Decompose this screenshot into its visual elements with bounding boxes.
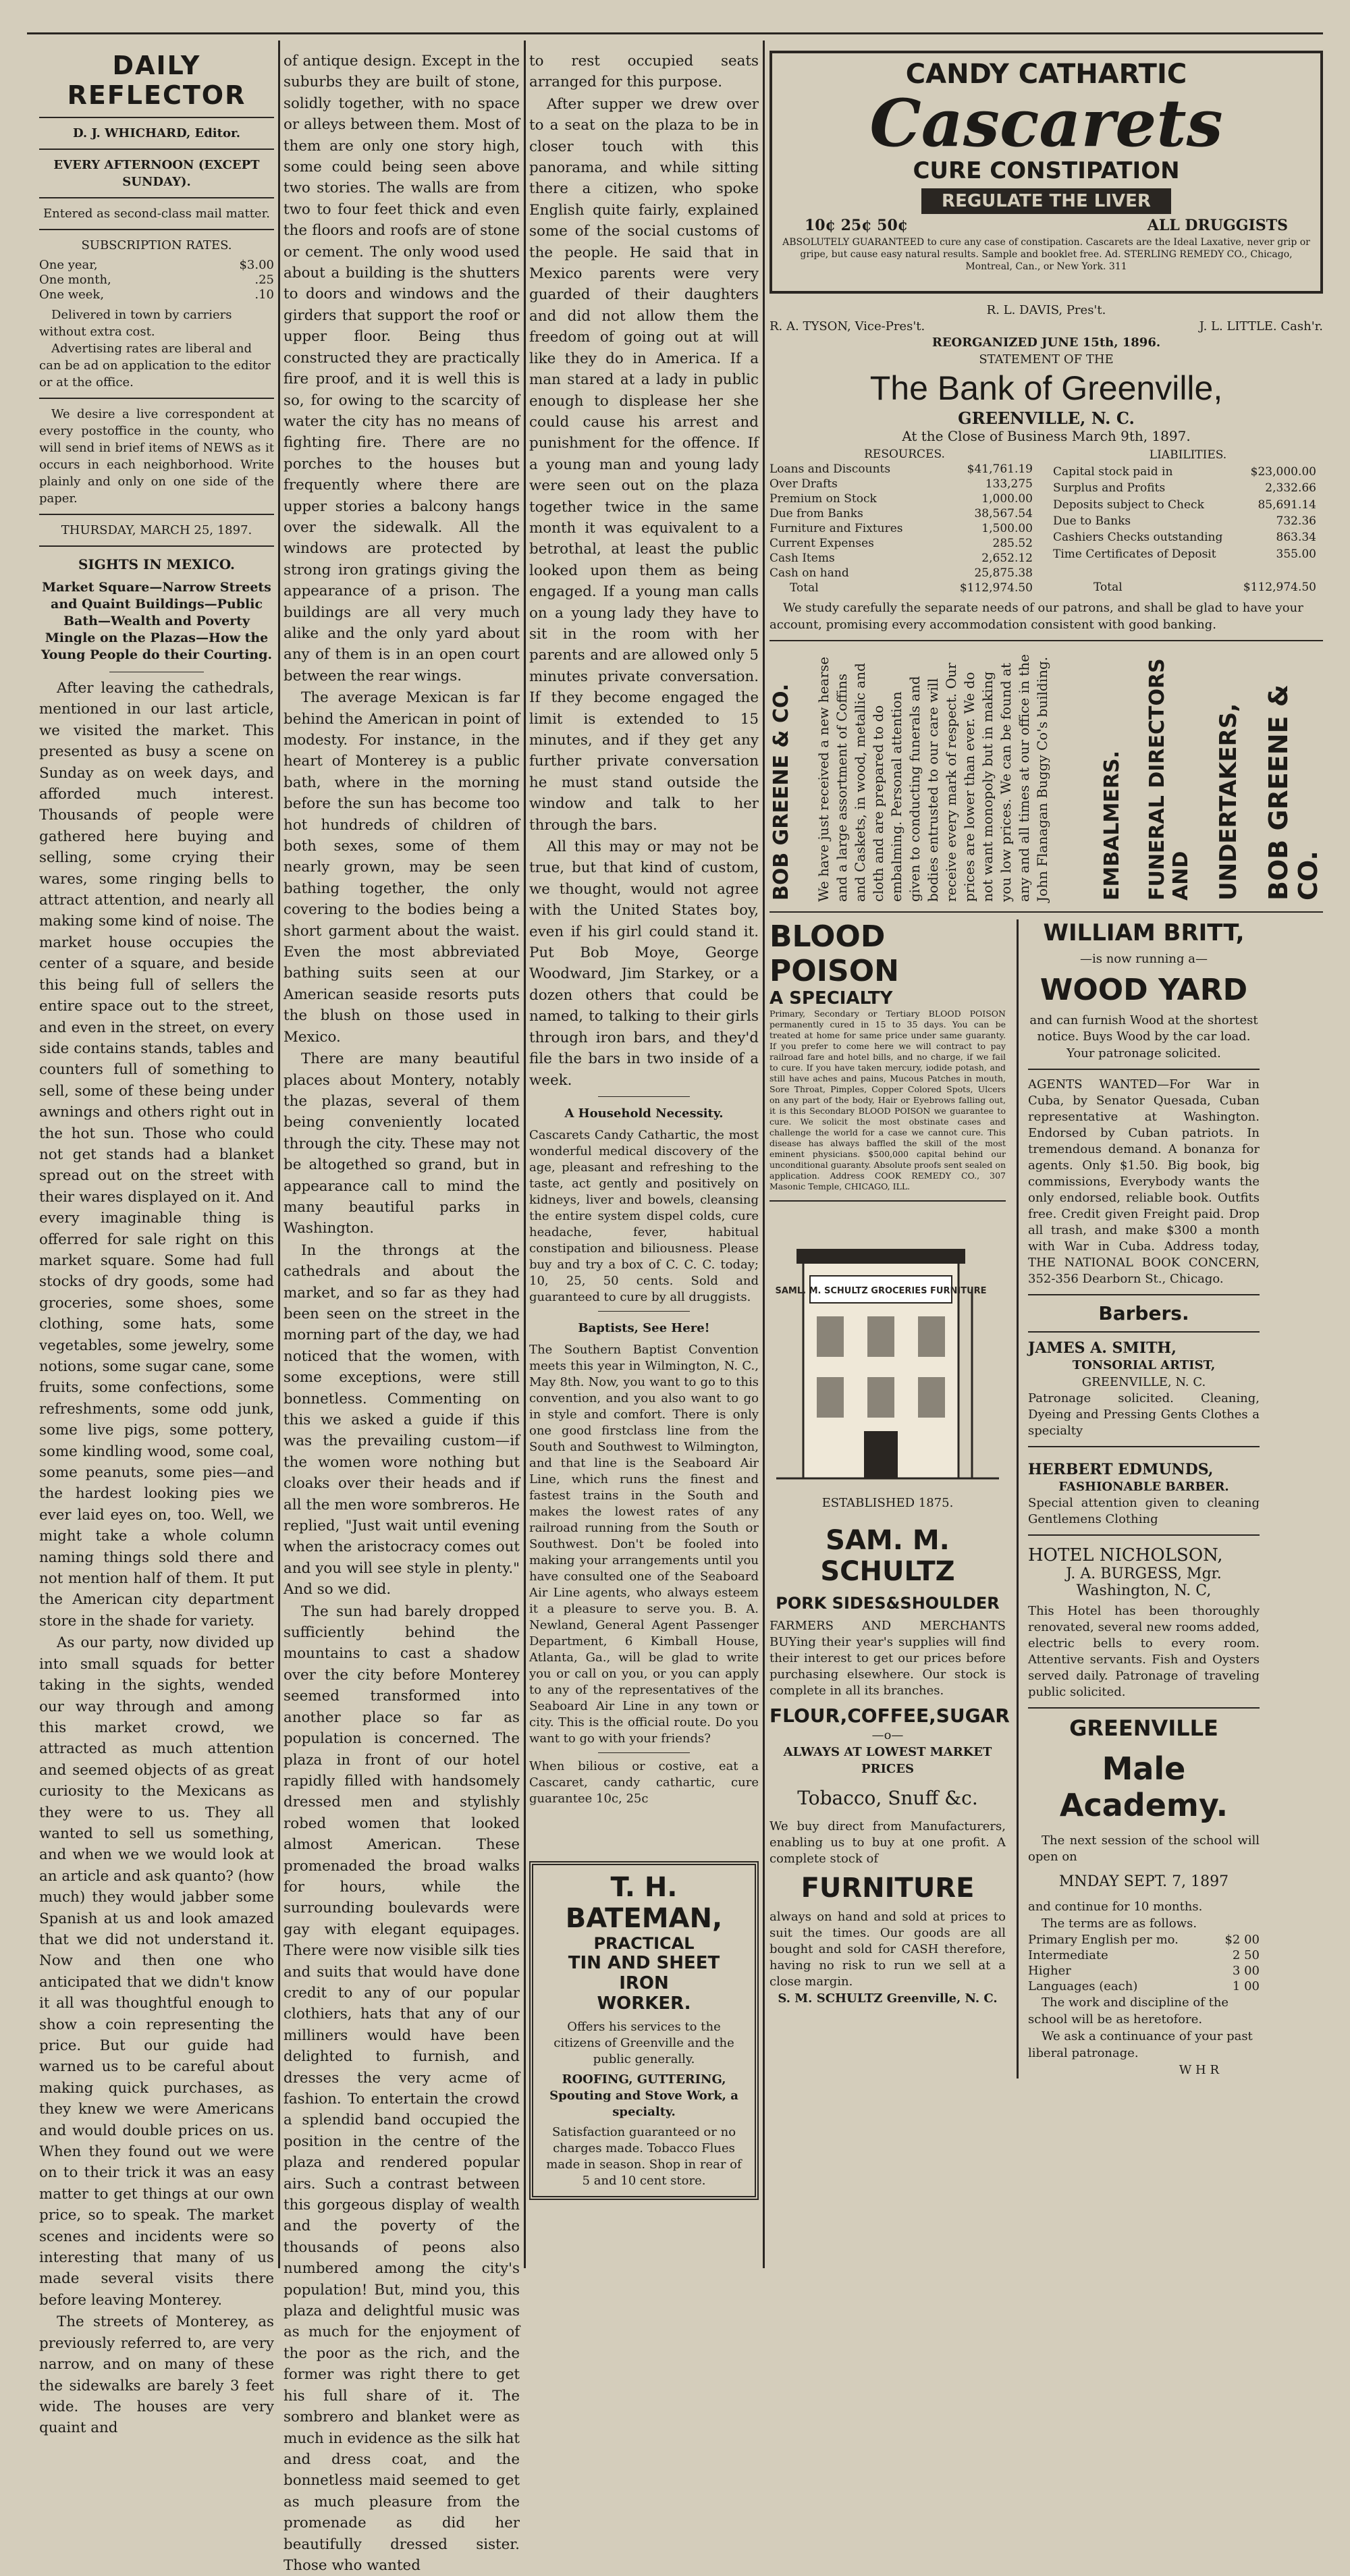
rates-heading: SUBSCRIPTION RATES.	[81, 238, 232, 252]
bank-statement-label: STATEMENT OF THE	[979, 352, 1114, 367]
bank-vp: R. A. TYSON, Vice-Pres't.	[770, 319, 925, 333]
column-rule-1	[278, 41, 280, 2268]
cascarets-prices: 10¢ 25¢ 50¢	[805, 217, 909, 234]
divider	[39, 197, 274, 198]
article-paragraph: The streets of Monterey, as previously referred to, are very narrow, and on many of these the sidewalks are barely 3 feet wide. The houses are very quaint and	[39, 2313, 274, 2437]
bateman-guarantee: Satisfaction guaranteed or no charges made. Tobacco Flues made in season. Shop in rear of 5 and 10 cent store.	[546, 2124, 742, 2188]
bank-close: At the Close of Business March 9th, 1897.	[902, 428, 1191, 444]
article-deck: Market Square—Narrow Streets and Quaint Buildings—Public Bath—Wealth and Poverty Mingle on the Plazas—How the Young People do their Courting.	[40, 580, 273, 662]
divider	[598, 1752, 690, 1753]
masthead-editor: D. J. WHICHARD, Editor.	[72, 126, 241, 140]
bateman-line2: TIN AND SHEET IRON	[568, 1952, 720, 1993]
fee-row: Primary English per mo. $2 00	[1028, 1933, 1260, 1947]
barbers-heading: Barbers.	[1098, 1302, 1189, 1324]
schultz-always: ALWAYS AT LOWEST MARKET PRICES	[783, 1745, 992, 1776]
column-4a	[770, 919, 1010, 2078]
bateman-offer: Offers his services to the citizens of Greenville and the public generally.	[554, 2019, 734, 2066]
britt-yard: WOOD YARD	[1040, 973, 1248, 1007]
fee-row: Intermediate 2 50	[1028, 1948, 1260, 1962]
schultz-direct: We buy direct from Manufacturers, enabling us to buy at one profit. A complete stock of	[770, 1819, 1006, 1866]
cascarets-druggists: ALL DRUGGISTS	[1147, 217, 1288, 234]
article-paragraph: All this may or may not be true, but that kind of custom, we thought, would not agree with the United States boy, even if his girl could stand it. Put Bob Moye, George Woodward, Jim Starkey, or a dozen others that could be named, to talking to their girls through iron bars, and they'd file the bars in two inside of a week.	[529, 838, 759, 1089]
column-rule-2	[524, 41, 526, 2268]
bateman-name: T. H. BATEMAN,	[565, 1871, 723, 1934]
schultz-store-sign: SAML. M. SCHULTZ GROCERIES FURNITURE	[775, 1286, 987, 1296]
academy-terms: The terms are as follows.	[1042, 1916, 1197, 1931]
schultz-sign2: S. M. SCHULTZ Greenville, N. C.	[778, 1991, 998, 2006]
academy-line2: Male Academy.	[1059, 1750, 1228, 1823]
britt-text: and can furnish Wood at the shortest notice. Buys Wood by the car load.	[1029, 1013, 1258, 1044]
column-4	[770, 51, 1323, 2272]
divider	[1028, 1331, 1260, 1333]
divider	[39, 229, 274, 230]
blood-text: Primary, Secondary or Tertiary BLOOD POISON permanently cured in 15 to 35 days. You can be treated at home for same price under same guaranty. If you prefer to come here we will contract to pay railroad fare and hotel bills, and no charge, if we fail to cure. If you have taken mercury, iodide potash, and still have aches and pains, Mucous Patches in mouth, Sore Throat, Pimples, Copper Colored Spots, Ulcers on any part of the body, Hair or Eyebrows falling out, it is this Secondary BLOOD POISON we guarantee to cure. We solicit the most obstinate cases and challenge the world for a case we cannot cure. This disease has always baffled the skill of the most eminent physicians. $500,000 capital behind our unconditional guaranty. Absolute proofs sent sealed on application. Address COOK REMEDY CO., 307 Masonic Temple, CHICAGO, ILL.	[770, 1009, 1006, 1191]
fee-row: Languages (each) 1 00	[1028, 1979, 1260, 1993]
academy-next: The next session of the school will open on	[1028, 1833, 1260, 1864]
masthead-entered: Entered as second-class mail matter.	[43, 207, 270, 221]
schultz-established: ESTABLISHED 1875.	[821, 1496, 954, 1510]
liabilities-table: LIABILITIES. Capital stock paid in $23,000.00 Surplus and Profits 2,332.66 Deposits subject to Check 85,691.14 Due to Banks 732.36 Cashiers Checks outstanding 863.34 Time Certificates of Deposit 355.00 Total $112,974.50	[1053, 447, 1323, 595]
column-4b	[1017, 919, 1260, 2078]
bank-statement	[770, 302, 1323, 633]
hotel-name: HOTEL NICHOLSON,	[1028, 1545, 1223, 1565]
masthead-title: DAILY REFLECTOR	[67, 51, 246, 110]
cascarets-regulate: REGULATE THE LIVER	[921, 188, 1171, 214]
divider	[770, 640, 1323, 641]
bank-name: The Bank of Greenville,	[869, 369, 1223, 407]
bank-cashier: J. L. LITTLE. Cash'r.	[1199, 319, 1323, 333]
bateman-line1: PRACTICAL	[593, 1933, 695, 1953]
schultz-furniture: FURNITURE	[801, 1873, 975, 1904]
bateman-ad	[529, 1861, 759, 2200]
britt-name: WILLIAM BRITT,	[1043, 919, 1245, 946]
article-paragraph: of antique design. Except in the suburbs they are built of stone, solidly together, with no space or alleys between them. Most of them are only one story high, some could being seen above two stories. The walls are from two to four feet thick and even the floors and roofs are of stone or cement. The only wood used about a building is the shutters to doors and windows and the girders that support the roof or upper floor. Being thus constructed they are practically fire proof, and it is well this is so, for owing to the scarcity of water the city has no means of fighting fire. There are no porches to the houses but frequently where there are upper stories a balcony hangs over the sidewalk. All the windows are protected by strong iron gratings giving the appearance of a prison. The buildings are all very much alike and the only yard about any of them is in an open court between the rear wings.	[284, 53, 520, 685]
hotel-mgr: J. A. BURGESS, Mgr.	[1066, 1565, 1222, 1582]
divider	[1028, 1446, 1260, 1447]
schultz-sep: —o—	[871, 1728, 904, 1742]
bateman-work: ROOFING, GUTTERING, Spouting and Stove Work, a specialty.	[549, 2072, 738, 2119]
resources-table: RESOURCES. Loans and Discounts $41,761.19 Over Drafts 133,275 Premium on Stock 1,000.00 Due from Banks 38,567.54 Furniture and Fixtures 1,500.00 Current Expenses 285.52 Cash Items 2,652.12 Cash on hand 25,875.38 Total $112,974.50	[770, 447, 1040, 595]
article-paragraph: The average Mexican is far behind the American in point of modesty. For instance, in the heart of Monterey is a public bath, where in the morning before the sun has become too hot hundreds of children of both sexes, some of them nearly grown, may be seen bathing together, the only covering to the bodies being a short garment about the waist. Even the most abbreviated bathing suits seen at our American seaside resorts puts the blush on those used in Mexico.	[284, 689, 520, 1046]
article-paragraph: As our party, now divided up into small squads for better taking in the sights, wended our way through and among this market crowd, we attracted as much attention and seemed objects of as great curiosity to the Mexicans as they were to us. They all wanted to sell us something, and when we we would look at an article and ask quanto? (how much) they would jabber some Spanish at us and look amazed that we did not understand it. Now and then one who anticipated that we didn't know it all was thoughtful enough to show a coin representing the price. But our guide had warned us to be careful about making quick purchases, as they knew we were Americans and would double prices on us. When they found out we were on to their trick it was an easy matter to get things at our own price, so to speak. The market scenes and incidents were so interesting that many of us made several visits there before leaving Monterey.	[39, 1634, 274, 2309]
correspondent-note: We desire a live correspondent at every postoffice in the county, who will send in brief items of NEWS as it occurs in each neighborhood. Write plainly and only on one side of the paper.	[39, 407, 274, 506]
greene-name: BOB GREENE & CO.	[1263, 685, 1323, 901]
divider	[1028, 1534, 1260, 1536]
household-text: Cascarets Candy Cathartic, the most wonderful medical discovery of the age, pleasant and refreshing to the taste, act gently and positively on kidneys, liver and bowels, cleansing the entire system dispel colds, cure headache, fever, habitual constipation and biliousness. Please buy and try a box of C. C. C. today; 10, 25, 50 cents. Sold and guaranteed to cure by all druggists.	[529, 1127, 759, 1304]
issue-date: THURSDAY, MARCH 25, 1897.	[61, 523, 252, 537]
smith-title: TONSORIAL ARTIST,	[1072, 1358, 1216, 1372]
academy-sign: W H R	[1179, 2063, 1219, 2077]
divider	[39, 398, 274, 399]
smith-name: JAMES A. SMITH,	[1028, 1339, 1177, 1357]
hotel-city: Washington, N. C,	[1076, 1582, 1212, 1599]
schultz-store-illustration	[770, 1208, 1006, 1492]
greene-text: We have just received a new hearse and a large assortment of Coffins and Caskets, in wood, metallic and cloth and are prepared to do embalming. Personal attention given to conducting funerals and bodies entrusted to our care will receive every mark of respect. Our prices are lower than ever. We do not want monopoly but in making you low prices. We can be found at any and all times at our office in the John Flanagan Buggy Co's building.	[815, 654, 1051, 902]
bilious-text: When bilious or costive, eat a Cascaret, candy cathartic, cure guarantee 10c, 25c	[529, 1759, 759, 1806]
academy-ask: We ask a continuance of your past liberal patronage.	[1028, 2029, 1253, 2060]
divider	[1028, 1707, 1260, 1709]
column-2	[284, 51, 520, 2574]
divider	[1028, 1294, 1260, 1295]
article-paragraph: There are many beautiful places about Montery, notably the plazas, several of them being conveniently located through the city. These may not be altogethed so grand, but in appearance call to mind the many beautiful parks in Washington.	[284, 1050, 520, 1237]
column-1	[39, 51, 274, 2437]
column-3	[529, 51, 759, 2272]
article-paragraph: to rest occupied seats arranged for this purpose.	[529, 53, 759, 91]
household-heading: A Household Necessity.	[564, 1106, 724, 1121]
cascarets-ad	[770, 51, 1323, 294]
baptists-text: The Southern Baptist Convention meets this year in Wilmington, N. C., May 8th. Now, you want to go to this convention, and you also want to go in style and comfort. There is only one good firstclass line from the South and Southwest to Wilmington, and that line is the Seaboard Air Line, which runs the finest and fastest trains in the South and makes the lowest rates of any railroad running from the South or Southwest. Don't be fooled into making your arrangements until you have consulted one of the Seaboard Air Line agents, who always esteem it a pleasure to serve you. B. A. Newland, General Agent Passenger Department, 6 Kimball House, Atlanta, Ga., will be glad to write you or call on you, or you can apply to any of the representatives of the Seaboard Air Line in any town or city. This is the official route. Do you want to go with your friends?	[529, 1342, 759, 1746]
cascarets-top: CANDY CATHARTIC	[905, 59, 1187, 90]
rate-row: One month, .25	[39, 273, 274, 287]
advertising-note: Advertising rates are liberal and can be ad on application to the editor or at the office.	[39, 342, 271, 390]
edmunds-name: HERBERT EDMUNDS,	[1028, 1461, 1214, 1478]
rate-row: One week, .10	[39, 288, 274, 302]
academy-continue: and continue for 10 months.	[1028, 1900, 1203, 1914]
edmunds-text: Special attention given to cleaning Gentlemens Clothing	[1028, 1496, 1260, 1526]
article-paragraph: After leaving the cathedrals, mentioned in our last article, we visited the market. This presented as busy a scene on Sunday as on week days, and afforded much interest. Thousands of people were gathered here buying and selling, some crying their wares, some ringing bells to attract attention, and nearly all making some kind of noise. The market house occupies the center of a square, and beside this being full of sellers the entire space out to the street, and even in the street, on every side contains stands, tables and counters full of something to sell, some of these being under awnings and others right out in the hot sun. Those who could not get stands had a blanket spread out on the street with their wares displayed on it. And every imaginable thing is offerred for sale right on this market square. Some had full stocks of dry goods, some had groceries, some shoes, some clothing, some hats, some vegetables, some jewelry, some notions, some sugar cane, some fruits, some confections, some refreshments, some odd junk, some live pigs, some pottery, some kindling wood, some coal, some peanuts, some pies—and the hardest looking pies we ever laid eyes on, too. Well, we might take a whole column naming things sold there and not mention half of them. It put the American city department store in the shade for variety.	[39, 680, 274, 1630]
article-paragraph: After supper we drew over to a seat on the plaza to be in closer touch with this panorama, and while sitting there a citizen, who spoke English quite fairly, explained some of the social customs of the people. He said that in Mexico parents were very guarded of their daughters and did not allow them the freedom of going out at will like they do in America. If a man stared at a lady in public enough to displease her she could cause his arrest and punishment for the offence. If a young man and young lady were seen out on the plaza together twice in the same month it was equivalent to a betrothal, at least the public looked upon them as being engaged. If a young man calls on a young lady they have to sit in the room with her parents and are allowed only 5 minutes private conversation. If they become engaged the limit is extended to 15 minutes, and if they get any further private conversation he must stand outside the window and talk to her through the bars.	[529, 95, 759, 834]
edmunds-title: FASHIONABLE BARBER.	[1058, 1480, 1229, 1494]
bank-note: We study carefully the separate needs of our patrons, and shall be glad to have your account, promising every accommodation consistent with good banking.	[770, 601, 1303, 632]
britt-patronage: Your patronage solicited.	[1066, 1046, 1221, 1061]
greene-title2: FUNERAL DIRECTORS AND	[1145, 658, 1193, 901]
bateman-line3: WORKER.	[597, 1993, 691, 2014]
blood-ad	[770, 919, 1006, 1192]
blood-sub: A SPECIALTY	[770, 988, 893, 1009]
article-paragraph: In the throngs at the cathedrals and about the market, and so far as they had been seen on the street in the morning part of the day, we had noticed that the women, with some exceptions, were still bonnetless. Commenting on this we asked a guide if this was the prevailing custom—if the women wore nothing but cloaks over their heads and if all the men wore sombreros. He replied, "Just wait until evening when the aristocracy comes out and you will see style in plenty." And so we did.	[284, 1241, 520, 1599]
divider	[770, 911, 1323, 913]
schultz-pork: PORK SIDES&SHOULDER	[776, 1594, 1000, 1613]
top-rule	[27, 32, 1323, 34]
smith-text: Patronage solicited. Cleaning, Dyeing and Pressing Gents Clothes a specialty	[1028, 1391, 1260, 1438]
schultz-bottom: always on hand and sold at prices to suit the times. Our goods are all bought and sold for CASH therefore, having no risk to run we sell at a close margin.	[770, 1910, 1006, 1989]
masthead-frequency: EVERY AFTERNOON (EXCEPT SUNDAY).	[53, 158, 260, 189]
academy-discipline: The work and discipline of the school will be as heretofore.	[1028, 1995, 1229, 2027]
delivered-note: Delivered in town by carriers without extra cost.	[39, 308, 232, 339]
blood-title: BLOOD POISON	[770, 919, 899, 988]
schultz-flour: FLOUR,COFFEE,SUGAR	[770, 1705, 1010, 1727]
article-headline: SIGHTS IN MEXICO.	[78, 556, 236, 572]
academy-line1: GREENVILLE	[1069, 1715, 1218, 1741]
divider	[39, 149, 274, 150]
bank-reorganized: REORGANIZED JUNE 15th, 1896.	[932, 336, 1161, 350]
cascarets-guarantee: ABSOLUTELY GUARANTEED to cure any case of constipation. Cascarets are the Ideal Laxative, never grip or gripe, but cause easy natural results. Sample and booklet free. Ad. STERLING REMEDY CO., Chicago, Montreal, Can., or New York. 311	[782, 237, 1310, 272]
baptists-heading: Baptists, See Here!	[578, 1320, 710, 1335]
smith-city: GREENVILLE, N. C.	[1081, 1375, 1206, 1389]
divider	[1028, 1069, 1260, 1070]
hotel-text: This Hotel has been thoroughly renovated, several new rooms added, electric bells to every room. Attentive servants. Fish and Oysters served daily. Patronage of traveling public solicited.	[1028, 1604, 1260, 1699]
greene-sign: BOB GREENE & CO.	[770, 683, 793, 901]
divider	[39, 545, 274, 547]
liabilities-label: LIABILITIES.	[1149, 448, 1227, 462]
bank-pres: R. L. DAVIS, Pres't.	[986, 303, 1106, 317]
schultz-tobacco: Tobacco, Snuff &c.	[797, 1787, 978, 1809]
divider	[39, 117, 274, 118]
cascarets-brand: Cascarets	[869, 85, 1223, 161]
bank-city: GREENVILLE, N. C.	[958, 408, 1135, 428]
schultz-farmers: FARMERS AND MERCHANTS BUYing their year's supplies will find their interest to get our prices before purchasing elsewhere. Our stock is complete in all its branches.	[770, 1619, 1006, 1698]
greene-ad	[770, 648, 1323, 905]
column-rule-3	[763, 41, 765, 2268]
fee-row: Higher 3 00	[1028, 1964, 1260, 1978]
greene-title3: EMBALMERS.	[1100, 751, 1124, 901]
cascarets-sub: CURE CONSTIPATION	[913, 157, 1180, 184]
greene-title1: UNDERTAKERS,	[1214, 703, 1242, 901]
divider	[39, 514, 274, 515]
rate-row: One year, $3.00	[39, 258, 274, 272]
schultz-name: SAM. M. SCHULTZ	[820, 1525, 955, 1587]
article-paragraph: The sun had barely dropped sufficiently behind the mountains to cast a shadow over the city before Monterey seemed transformed into another place so far as population is concerned. The plaza in front of our hotel rapidly filled with handsomely dressed men and stylishly robed women that looked almost American. These promenaded the broad walks for hours, while the surrounding boulevards were gay with elegant equipages. There were now visible silk ties and suits that would have done credit to any of our popular clothiers, hats that any of our milliners would have been delighted to furnish, and dresses the very acme of fashion. To entertain the crowd a splendid band occupied the position in the centre of the plaza and rendered popular airs. Such a contrast between this gorgeous display of wealth and the poverty of the thousands of peons also numbered among the city's population! But, mind you, this plaza and delightful music was as much for the enjoyment of the poor as the rich, and the former was right there to get his full share of it. The sombrero and blanket were as much in evidence as the silk hat and dress coat, and the bonnetless maid seemed to get as much pleasure from the promenade as did her beautifully dressed sister. Those who wanted	[284, 1603, 520, 2574]
agents-ad: AGENTS WANTED—For War in Cuba, by Senator Quesada, Cuban representative at Washington. Endorsed by Cuban patriots. In tremendous demand. A bonanza for agents. Only $1.50. Big book, big commissions, Everybody wants the only endorsed, reliable book. Outfits free. Credit given Freight paid. Drop all trash, and make $300 a month with War in Cuba. Address today, THE NATIONAL BOOK CONCERN, 352-356 Dearborn St., Chicago.	[1028, 1077, 1260, 1286]
divider	[598, 1311, 690, 1312]
academy-date: MNDAY SEPT. 7, 1897	[1058, 1873, 1229, 1890]
britt-running: —is now running a—	[1080, 952, 1208, 966]
divider	[770, 1200, 1006, 1202]
divider	[598, 1096, 690, 1097]
resources-label: RESOURCES.	[864, 448, 945, 461]
